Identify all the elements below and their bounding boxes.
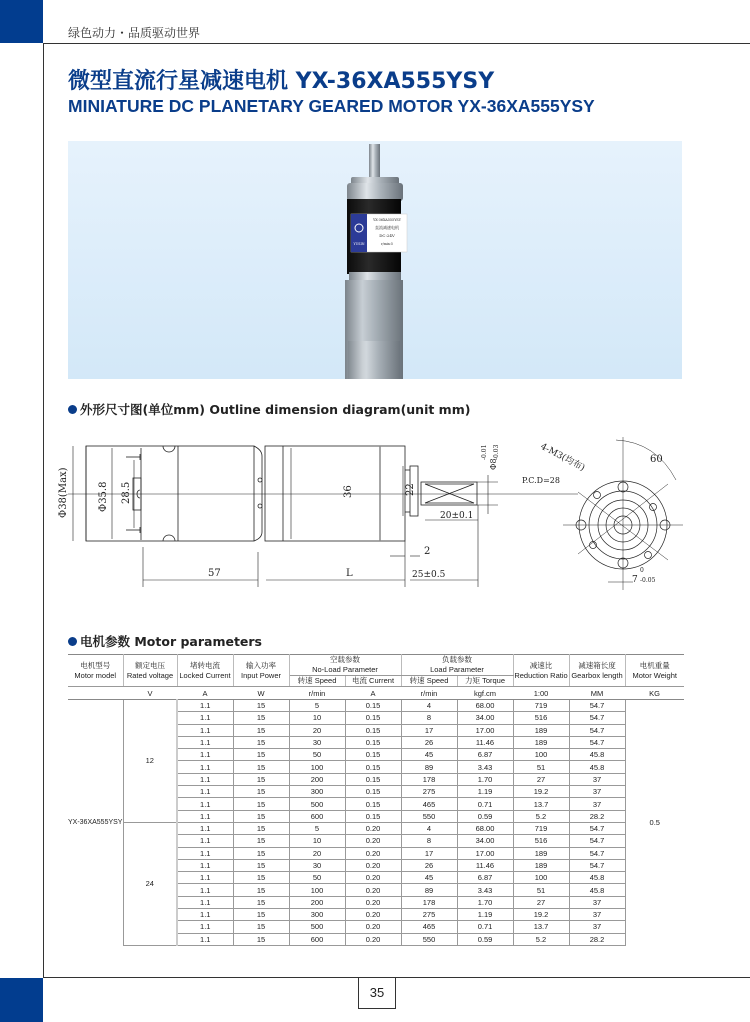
header-l-speed: 转速 Speed <box>401 676 457 687</box>
table-cell: 37 <box>569 909 625 921</box>
table-cell: 1.1 <box>177 712 233 724</box>
table-cell: 1.1 <box>177 724 233 736</box>
dim-flat-tol-top: 0 <box>640 567 644 574</box>
table-cell: 0.15 <box>345 773 401 785</box>
table-cell: 19.2 <box>513 786 569 798</box>
table-cell: 17 <box>401 724 457 736</box>
table-cell: 189 <box>513 724 569 736</box>
table-cell: 3.43 <box>457 884 513 896</box>
table-cell: 54.7 <box>569 859 625 871</box>
table-cell: 1.1 <box>177 933 233 945</box>
svg-text:YX-36XA555YSY: YX-36XA555YSY <box>372 218 402 222</box>
dim-height-36: 36 <box>343 485 354 498</box>
dim-angle-60: 60 <box>650 454 663 465</box>
table-cell: 89 <box>401 884 457 896</box>
table-cell: 1.1 <box>177 872 233 884</box>
header-no-load: 空载参数 No-Load Parameter <box>289 655 401 676</box>
table-cell: 0.15 <box>345 786 401 798</box>
table-cell: 34.00 <box>457 835 513 847</box>
table-cell: 13.7 <box>513 921 569 933</box>
unit-cell: A <box>177 687 233 700</box>
front-view <box>563 437 683 590</box>
table-cell: 28.2 <box>569 933 625 945</box>
table-cell: 30 <box>289 859 345 871</box>
table-cell: 300 <box>289 909 345 921</box>
table-cell: 100 <box>513 872 569 884</box>
table-cell: 0.15 <box>345 749 401 761</box>
table-cell: 51 <box>513 884 569 896</box>
table-cell: 15 <box>233 884 289 896</box>
table-cell: 178 <box>401 773 457 785</box>
table-row <box>68 700 684 712</box>
dim-length-57: 57 <box>208 568 221 579</box>
table-cell: 15 <box>233 835 289 847</box>
footer-rule <box>43 977 750 978</box>
motor-shaft <box>369 144 380 180</box>
table-cell: 54.7 <box>569 835 625 847</box>
table-cell: 0.71 <box>457 921 513 933</box>
table-cell: 600 <box>289 810 345 822</box>
table-cell: 5 <box>289 700 345 712</box>
table-cell: 1.19 <box>457 786 513 798</box>
table-cell: 45.8 <box>569 884 625 896</box>
table-cell: 5 <box>289 822 345 834</box>
table-cell: 189 <box>513 847 569 859</box>
table-cell: 465 <box>401 921 457 933</box>
table-cell: 20 <box>289 847 345 859</box>
table-cell: 465 <box>401 798 457 810</box>
table-cell: 1.70 <box>457 773 513 785</box>
table-cell: 15 <box>233 749 289 761</box>
outline-dimension-diagram <box>58 432 688 592</box>
table-cell: 15 <box>233 859 289 871</box>
table-cell: 45.8 <box>569 872 625 884</box>
table-cell: 15 <box>233 798 289 810</box>
table-cell: 1.1 <box>177 884 233 896</box>
table-cell: 516 <box>513 712 569 724</box>
unit-cell: r/min <box>401 687 457 700</box>
outline-section-title <box>68 400 470 418</box>
header-l-torque: 力矩 Torque <box>457 676 513 687</box>
table-cell: 1.1 <box>177 700 233 712</box>
table-cell: 0.59 <box>457 810 513 822</box>
outline-title-text: 外形尺寸图(单位mm) Outline dimension diagram(unit mm) <box>80 402 471 417</box>
corner-block-top <box>0 0 43 43</box>
table-cell: 1.19 <box>457 909 513 921</box>
table-cell: 0.71 <box>457 798 513 810</box>
table-cell: 719 <box>513 700 569 712</box>
dim-flat-tol-bottom: -0.05 <box>640 577 656 584</box>
table-cell: 26 <box>401 736 457 748</box>
table-cell: 27 <box>513 773 569 785</box>
table-cell: 1.1 <box>177 786 233 798</box>
table-cell: 1.1 <box>177 810 233 822</box>
table-cell: 3.43 <box>457 761 513 773</box>
table-cell: 45.8 <box>569 749 625 761</box>
unit-cell: MM <box>569 687 625 700</box>
table-cell: 0.15 <box>345 798 401 810</box>
table-cell: 50 <box>289 749 345 761</box>
header-input-power: 输入功率 Input Power <box>233 655 289 687</box>
table-cell: 54.7 <box>569 822 625 834</box>
header-locked-current: 堵转电流 Locked Current <box>177 655 233 687</box>
table-cell: 15 <box>233 786 289 798</box>
table-cell: 550 <box>401 810 457 822</box>
table-cell: 37 <box>569 921 625 933</box>
table-cell: 0.20 <box>345 921 401 933</box>
table-cell: 5.2 <box>513 933 569 945</box>
table-cell: 54.7 <box>569 724 625 736</box>
table-cell: 54.7 <box>569 847 625 859</box>
dim-diameter-35: Φ35.8 <box>98 481 109 512</box>
dim-shaft-tol-bottom: -0.03 <box>493 444 500 460</box>
table-cell: 500 <box>289 798 345 810</box>
header-gearbox-length: 减速箱长度 Gearbox length <box>569 655 625 687</box>
table-cell: 1.1 <box>177 761 233 773</box>
dim-flat-7: 7 <box>632 575 638 585</box>
table-cell: 1.1 <box>177 749 233 761</box>
table-cell: 1.1 <box>177 921 233 933</box>
table-cell: 1.1 <box>177 835 233 847</box>
table-cell: 0.20 <box>345 896 401 908</box>
dim-pcd: P.C.D=28 <box>522 476 560 485</box>
table-cell: 1.1 <box>177 798 233 810</box>
header-load: 负载参数 Load Parameter <box>401 655 513 676</box>
table-cell: 516 <box>513 835 569 847</box>
svg-text:DC:24V: DC:24V <box>379 233 395 238</box>
table-cell: 15 <box>233 736 289 748</box>
table-cell: 17 <box>401 847 457 859</box>
table-cell: 54.7 <box>569 736 625 748</box>
header-rule <box>43 43 750 44</box>
table-cell: 100 <box>289 884 345 896</box>
table-cell: 8 <box>401 712 457 724</box>
svg-text:YUSIN: YUSIN <box>353 242 365 246</box>
table-cell: 0.15 <box>345 700 401 712</box>
table-cell: 45.8 <box>569 761 625 773</box>
table-cell: 89 <box>401 761 457 773</box>
table-cell: 0.20 <box>345 859 401 871</box>
table-cell: 0.20 <box>345 909 401 921</box>
table-cell: 19.2 <box>513 909 569 921</box>
table-cell: 68.00 <box>457 822 513 834</box>
table-cell: 8 <box>401 835 457 847</box>
table-cell: 6.87 <box>457 749 513 761</box>
table-cell: 719 <box>513 822 569 834</box>
table-cell: 4 <box>401 700 457 712</box>
table-cell: 51 <box>513 761 569 773</box>
table-cell: 37 <box>569 786 625 798</box>
table-cell: 15 <box>233 896 289 908</box>
cell-motor-model: YX-36XA555YSY <box>68 700 123 946</box>
table-cell: 20 <box>289 724 345 736</box>
table-cell: 275 <box>401 909 457 921</box>
table-cell: 11.46 <box>457 859 513 871</box>
table-cell: 0.20 <box>345 835 401 847</box>
table-cell: 600 <box>289 933 345 945</box>
dim-shaft-25: 25±0.5 <box>412 570 446 580</box>
table-cell: 15 <box>233 933 289 945</box>
params-title-text: 电机参数 Motor parameters <box>80 634 263 649</box>
dim-diameter-38: Φ38(Max) <box>58 467 69 518</box>
table-cell: 0.20 <box>345 872 401 884</box>
table-cell: 0.15 <box>345 761 401 773</box>
table-cell: 50 <box>289 872 345 884</box>
table-cell: 0.15 <box>345 712 401 724</box>
table-cell: 0.20 <box>345 884 401 896</box>
page-title-cn: 微型直流行星减速电机 YX-36XA555YSY <box>68 69 495 94</box>
page-title-en: MINIATURE DC PLANETARY GEARED MOTOR YX-36XA555YSY <box>68 96 595 116</box>
dim-28-5: 28.5 <box>121 481 132 504</box>
unit-cell: kgf.cm <box>457 687 513 700</box>
cell-rated-voltage: 24 <box>123 822 177 945</box>
header-slogan: 绿色动力・品质驱动世界 <box>68 26 201 40</box>
table-cell: 34.00 <box>457 712 513 724</box>
cell-rated-voltage: 12 <box>123 700 177 823</box>
bullet-icon <box>68 637 77 646</box>
dim-shaft-diameter: Φ8 <box>489 458 498 470</box>
table-cell: 17.00 <box>457 847 513 859</box>
params-section-title <box>68 632 262 650</box>
table-cell: 100 <box>513 749 569 761</box>
unit-cell: r/min <box>289 687 345 700</box>
dim-flange-22: 22 <box>405 483 416 496</box>
table-cell: 15 <box>233 921 289 933</box>
table-cell: 189 <box>513 859 569 871</box>
table-cell: 17.00 <box>457 724 513 736</box>
table-cell: 37 <box>569 798 625 810</box>
dim-shaft-20: 20±0.1 <box>440 511 474 521</box>
table-cell: 200 <box>289 896 345 908</box>
table-cell: 6.87 <box>457 872 513 884</box>
unit-cell: 1:00 <box>513 687 569 700</box>
table-cell: 45 <box>401 872 457 884</box>
table-cell: 200 <box>289 773 345 785</box>
table-cell: 0.59 <box>457 933 513 945</box>
dim-holes: 4-M3(均布) <box>538 441 587 474</box>
table-cell: 4 <box>401 822 457 834</box>
table-cell: 0.15 <box>345 810 401 822</box>
table-cell: 500 <box>289 921 345 933</box>
table-cell: 1.1 <box>177 896 233 908</box>
gearbox-outline <box>265 446 405 541</box>
dim-gap-2: 2 <box>424 546 431 557</box>
table-cell: 0.15 <box>345 736 401 748</box>
table-cell: 1.1 <box>177 859 233 871</box>
svg-text:r/min:5: r/min:5 <box>381 242 393 246</box>
table-cell: 15 <box>233 700 289 712</box>
table-cell: 27 <box>513 896 569 908</box>
table-cell: 15 <box>233 872 289 884</box>
table-cell: 54.7 <box>569 700 625 712</box>
table-cell: 15 <box>233 712 289 724</box>
product-photo <box>68 141 682 379</box>
units-row <box>68 687 684 700</box>
svg-text:直流减速电机: 直流减速电机 <box>375 225 399 230</box>
table-cell: 15 <box>233 909 289 921</box>
table-cell: 0.20 <box>345 822 401 834</box>
header-rated-voltage: 额定电压 Rated voltage <box>123 655 177 687</box>
table-cell: 5.2 <box>513 810 569 822</box>
table-cell: 1.1 <box>177 909 233 921</box>
table-cell: 100 <box>289 761 345 773</box>
dim-shaft-tol-top: -0.01 <box>481 444 488 460</box>
margin-rule <box>43 43 44 978</box>
table-cell: 178 <box>401 896 457 908</box>
header-reduction-ratio: 减速比 Reduction Ratio <box>513 655 569 687</box>
table-cell: 0.20 <box>345 933 401 945</box>
table-cell: 300 <box>289 786 345 798</box>
table-cell: 1.1 <box>177 847 233 859</box>
header-motor-model: 电机型号 Motor model <box>68 655 123 687</box>
table-cell: 1.1 <box>177 773 233 785</box>
table-cell: 68.00 <box>457 700 513 712</box>
table-cell: 1.1 <box>177 822 233 834</box>
table-cell: 37 <box>569 773 625 785</box>
table-row <box>68 822 684 834</box>
table-cell: 28.2 <box>569 810 625 822</box>
table-cell: 37 <box>569 896 625 908</box>
table-cell: 15 <box>233 847 289 859</box>
motor-body-outline <box>86 446 254 541</box>
table-cell: 15 <box>233 724 289 736</box>
table-cell: 1.70 <box>457 896 513 908</box>
unit-cell: V <box>123 687 177 700</box>
motor-illustration <box>68 141 682 379</box>
table-cell: 30 <box>289 736 345 748</box>
table-cell: 11.46 <box>457 736 513 748</box>
header-nl-speed: 转速 Speed <box>289 676 345 687</box>
table-cell: 189 <box>513 736 569 748</box>
page-number: 35 <box>358 978 396 1009</box>
table-cell: 15 <box>233 810 289 822</box>
bullet-icon <box>68 405 77 414</box>
table-cell: 13.7 <box>513 798 569 810</box>
unit-cell: W <box>233 687 289 700</box>
table-cell: 10 <box>289 712 345 724</box>
unit-cell: A <box>345 687 401 700</box>
header-nl-current: 电流 Current <box>345 676 401 687</box>
motor-parameters-table <box>68 654 684 946</box>
table-cell: 1.1 <box>177 736 233 748</box>
corner-block-bottom <box>0 978 43 1022</box>
table-cell: 15 <box>233 822 289 834</box>
table-cell: 550 <box>401 933 457 945</box>
table-cell: 26 <box>401 859 457 871</box>
table-cell: 10 <box>289 835 345 847</box>
table-cell: 54.7 <box>569 712 625 724</box>
table-cell: 275 <box>401 786 457 798</box>
table-cell: 15 <box>233 761 289 773</box>
table-cell: 15 <box>233 773 289 785</box>
unit-cell: KG <box>625 687 684 700</box>
table-cell: 0.20 <box>345 847 401 859</box>
table-cell: 0.15 <box>345 724 401 736</box>
cell-motor-weight: 0.5 <box>649 818 660 828</box>
dim-length-L: L <box>346 568 353 579</box>
table-cell: 45 <box>401 749 457 761</box>
header-motor-weight: 电机重量 Motor Weight <box>625 655 684 687</box>
